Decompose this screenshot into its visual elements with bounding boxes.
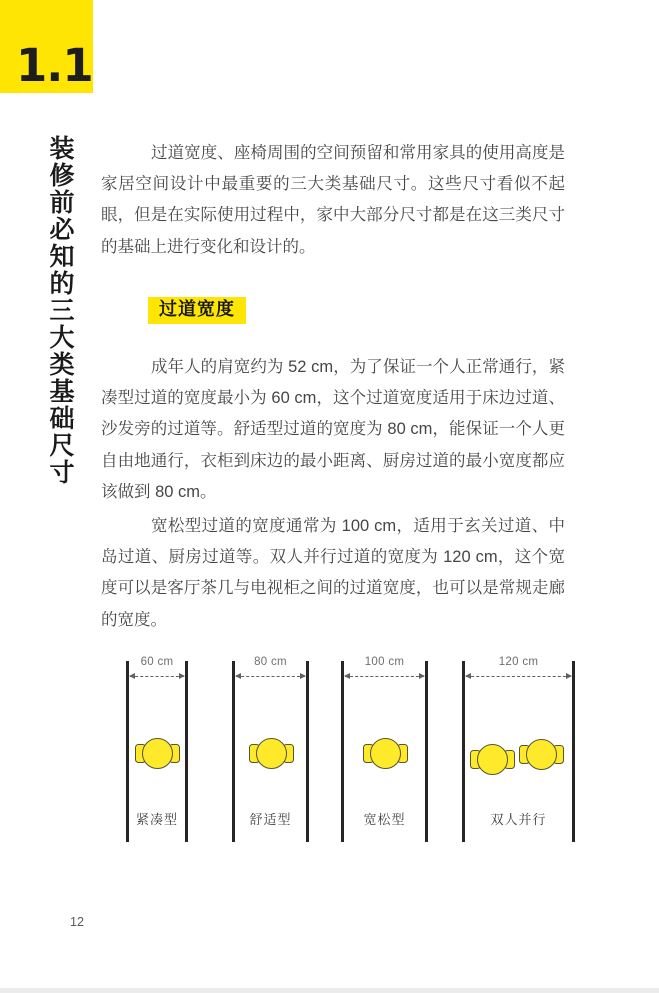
body-paragraph: 宽松型过道的宽度通常为 100 cm，适用于玄关过道、中岛过道、厨房过道等。双人并行过道的宽度为 120 cm，这个宽度可以是客厅茶几与电视柜之间的过道宽度，也可以是常规走廊的宽度。	[101, 517, 565, 629]
width-dimension-arrow	[466, 676, 571, 677]
section-heading-highlight	[148, 297, 246, 324]
section-number-badge	[0, 0, 93, 93]
person-top-view-icon	[526, 739, 557, 770]
width-dimension-arrow	[345, 676, 424, 677]
chapter-side-title: 装修前必知的三大类基础尺寸	[46, 135, 74, 486]
corridor-type-label: 双人并行	[490, 812, 547, 827]
person-body	[256, 738, 287, 769]
person-top-view-icon	[370, 738, 401, 769]
corridor-width-label: 60 cm	[140, 656, 174, 668]
corridor-width-label: 100 cm	[364, 656, 405, 668]
corridor-width-label: 80 cm	[254, 656, 287, 668]
person-top-view-icon	[477, 744, 508, 775]
person-body	[477, 744, 508, 775]
page-number: 12	[70, 915, 84, 929]
person-body	[526, 739, 557, 770]
person-top-view-icon	[142, 738, 173, 769]
width-dimension-arrow	[130, 676, 184, 677]
body-paragraph: 成年人的肩宽约为 52 cm，为了保证一个人正常通行，紧凑型过道的宽度最小为 60 cm，这个过道宽度适用于床边过道、沙发旁的过道等。舒适型过道的宽度为 80 cm，能保证一个人更自由地通行，衣柜到床边的最小距离、厨房过道的最小宽度都应该做到 80 cm。	[101, 358, 565, 501]
corridor-type-label: 宽松型	[363, 812, 406, 827]
width-dimension-arrow	[236, 676, 305, 677]
corridor-lane	[232, 656, 309, 842]
person-body	[370, 738, 401, 769]
body-paragraph: 过道宽度、座椅周围的空间预留和常用家具的使用高度是家居空间设计中最重要的三大类基础尺寸。这些尺寸看似不起眼，但是在实际使用过程中，家中大部分尺寸都是在这三类尺寸的基础上进行变化和设计的。	[101, 144, 565, 256]
person-body	[142, 738, 173, 769]
corridor-type-label: 紧凑型	[135, 812, 178, 827]
corridor-lane	[126, 656, 188, 842]
corridor-lane	[341, 656, 428, 842]
person-top-view-icon	[256, 738, 287, 769]
page-bottom-edge	[0, 988, 659, 993]
corridor-width-label: 120 cm	[498, 656, 539, 668]
corridor-type-label: 舒适型	[249, 812, 292, 827]
section-number: 1.1	[16, 39, 93, 92]
section-heading-text: 过道宽度	[159, 299, 235, 319]
corridor-lane	[462, 656, 575, 842]
corridor-width-diagram	[0, 656, 659, 842]
